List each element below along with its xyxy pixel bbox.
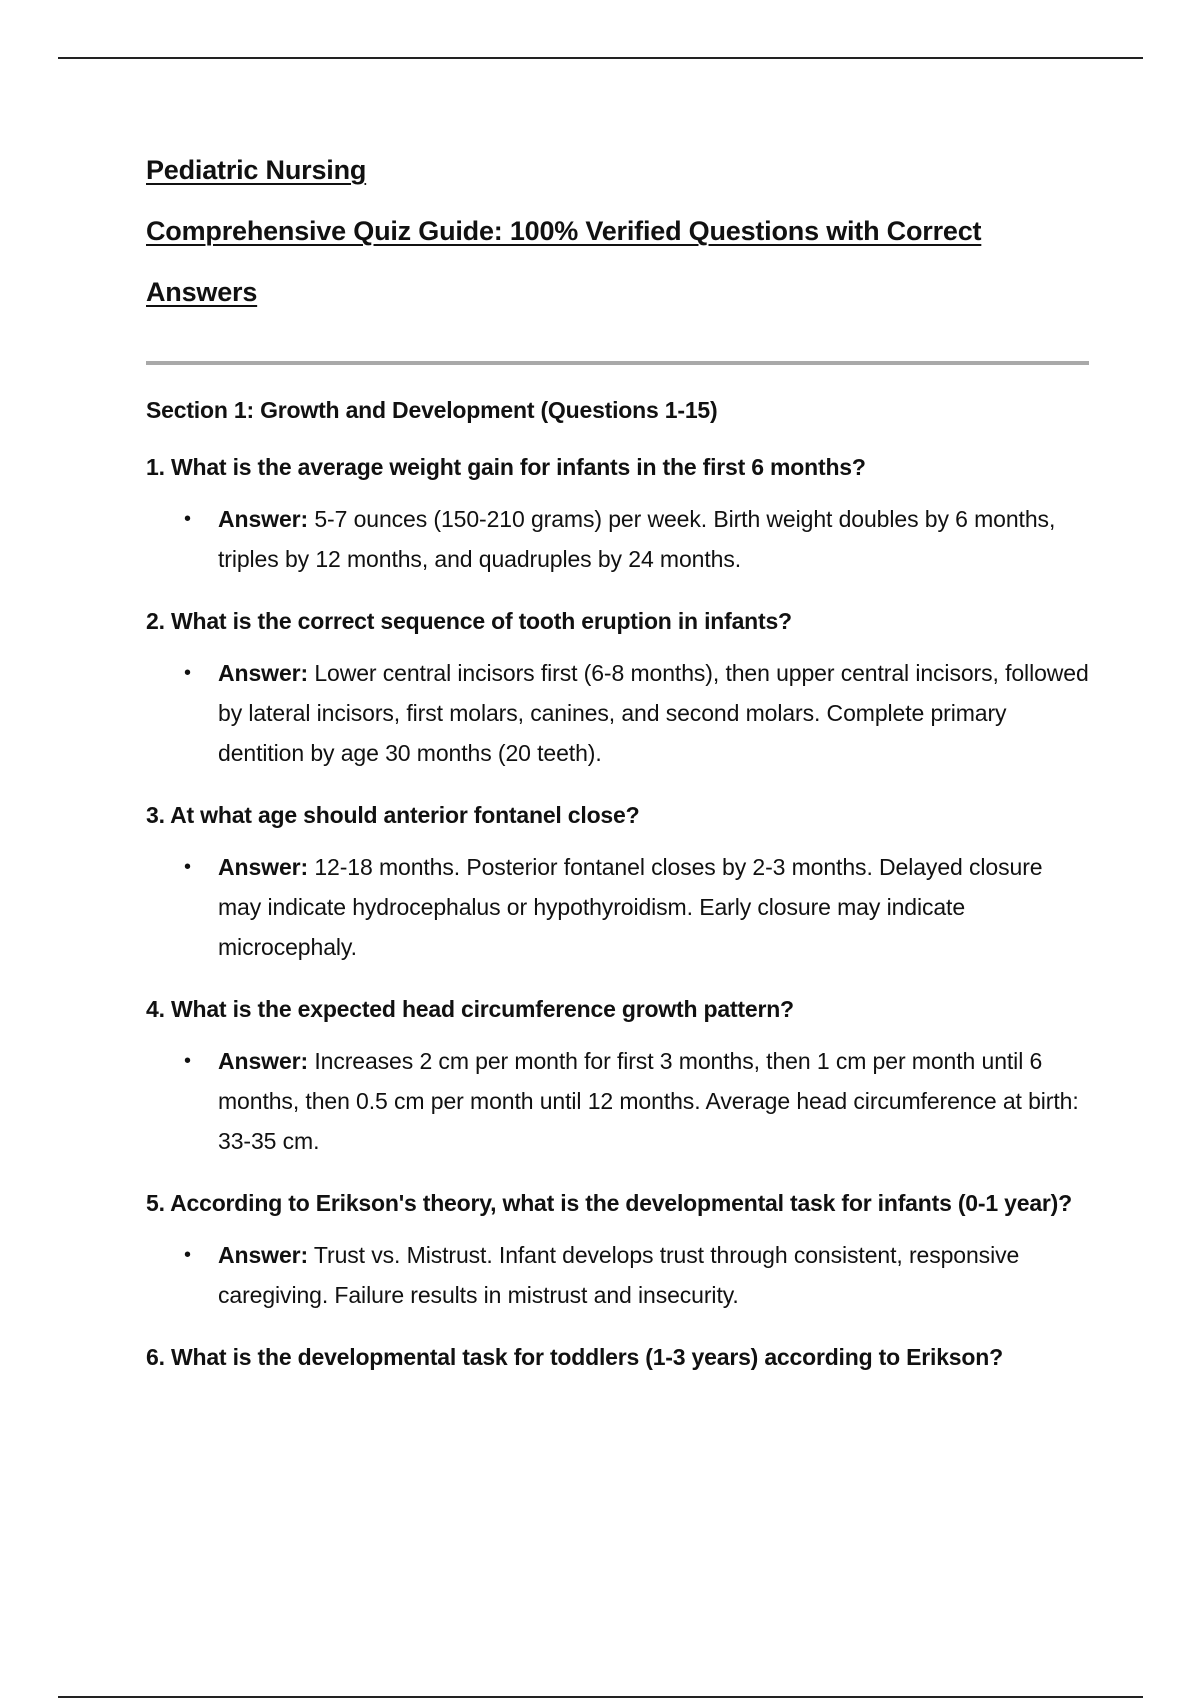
bullet-icon: •	[184, 1050, 191, 1072]
answer-label: Answer:	[218, 854, 309, 880]
answer-label: Answer:	[218, 660, 309, 686]
question-5: 5. According to Erikson's theory, what is the developmental task for infants (0-1 year)?	[146, 1190, 1072, 1216]
document-title-line-1: Pediatric Nursing	[146, 155, 367, 185]
answer-text: 5-7 ounces (150-210 grams) per week. Birth weight doubles by 6 months, triples by 12 months, and quadruples by 24 months.	[218, 506, 1056, 572]
section-divider	[146, 361, 1089, 365]
answer-text: 12-18 months. Posterior fontanel closes by 2-3 months. Delayed closure may indicate hydrocephalus or hypothyroidism. Early closure may indicate microcephaly.	[218, 854, 1043, 960]
section-heading: Section 1: Growth and Development (Questions 1-15)	[146, 397, 718, 423]
answer-item-5	[146, 1235, 1091, 1315]
answer-text: Increases 2 cm per month for first 3 months, then 1 cm per month until 6 months, then 0.5 cm per month until 12 months. Average head circumference at birth: 33-35 cm.	[218, 1048, 1079, 1154]
document-title-line-2: Comprehensive Quiz Guide: 100% Verified Questions with Correct	[146, 216, 982, 246]
question-1: 1. What is the average weight gain for infants in the first 6 months?	[146, 454, 866, 480]
question-2: 2. What is the correct sequence of tooth eruption in infants?	[146, 608, 792, 634]
question-list	[146, 447, 1091, 1377]
answer-item-3	[146, 847, 1091, 967]
answer-text: Trust vs. Mistrust. Infant develops trust through consistent, responsive caregiving. Failure results in mistrust and insecurity.	[218, 1242, 1020, 1308]
question-6: 6. What is the developmental task for toddlers (1-3 years) according to Erikson?	[146, 1344, 1003, 1370]
answer-text: Lower central incisors first (6-8 months), then upper central incisors, followed by lateral incisors, first molars, canines, and second molars. Complete primary dentition by age 30 months (20 teeth).	[218, 660, 1089, 766]
document-title-line-3: Answers	[146, 277, 258, 307]
bullet-icon: •	[184, 856, 191, 878]
question-4: 4. What is the expected head circumference growth pattern?	[146, 996, 794, 1022]
bullet-icon: •	[184, 662, 191, 684]
bullet-icon: •	[184, 508, 191, 530]
document-body	[146, 140, 1091, 1377]
answer-item-2	[146, 653, 1091, 773]
answer-label: Answer:	[218, 1048, 309, 1074]
answer-item-1	[146, 499, 1091, 579]
answer-label: Answer:	[218, 506, 309, 532]
answer-item-4	[146, 1041, 1091, 1161]
page-bottom-rule	[58, 1696, 1143, 1698]
answer-label: Answer:	[218, 1242, 309, 1268]
bullet-icon: •	[184, 1244, 191, 1266]
question-3: 3. At what age should anterior fontanel close?	[146, 802, 640, 828]
page-top-rule	[58, 57, 1143, 59]
